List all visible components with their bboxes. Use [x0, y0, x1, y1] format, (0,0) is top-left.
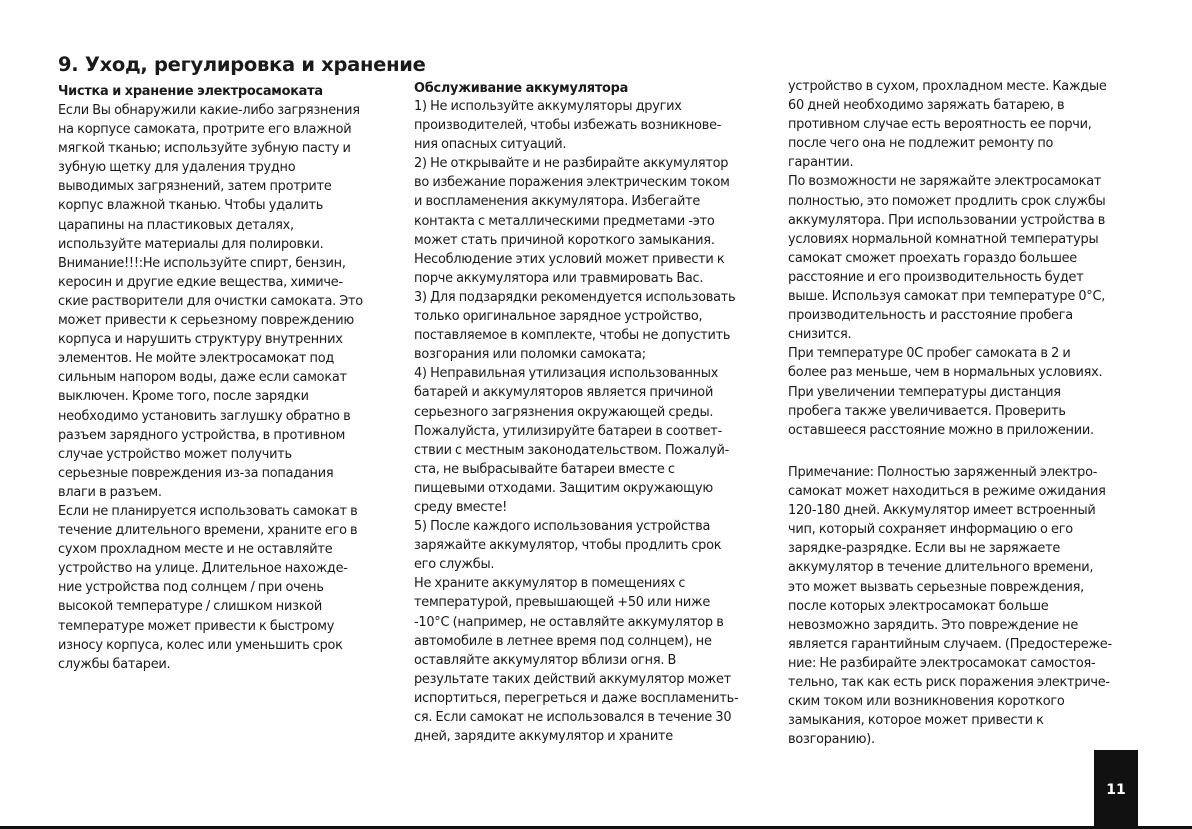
- text-line: температуре может привести к быстрому: [58, 618, 335, 634]
- text-line: дней, зарядите аккумулятор и храните: [414, 729, 673, 745]
- text-line: элементов. Не мойте электросамокат под: [58, 351, 334, 367]
- text-line: 60 дней необходимо заряжать батарею, в: [788, 98, 1065, 114]
- text-line: ским током или возникновения короткого: [788, 694, 1065, 710]
- text-line: ние устройства под солнцем / при очень: [58, 580, 324, 596]
- text-line: -10°C (например, не оставляйте аккумулятор в: [414, 614, 724, 630]
- text-line: самокат сможет проехать гораздо большее: [788, 250, 1077, 266]
- text-line: высокой температуре / слишком низкой: [58, 599, 322, 615]
- battery-text-continued: [788, 77, 1107, 440]
- text-line: устройство на улице. Длительное нахожде-: [58, 561, 348, 577]
- text-line: 120-180 дней. Аккумулятор имеет встроенный: [788, 503, 1096, 519]
- section-heading-cleaning: Чистка и хранение электросамоката: [58, 84, 323, 99]
- text-line: условиях нормальной комнатной температуры: [788, 231, 1099, 247]
- text-line: среду вместе!: [414, 499, 508, 515]
- text-line: температурой, превышающей +50 или ниже: [414, 595, 711, 611]
- text-line: оставляйте аккумулятор вблизи огня. В: [414, 652, 677, 668]
- section-heading-battery: Обслуживание аккумулятора: [414, 81, 629, 96]
- text-line: разъем зарядного устройства, в противном: [58, 427, 346, 443]
- text-line: производителей, чтобы избежать возникнове-: [414, 118, 722, 134]
- text-line: ния опасных ситуаций.: [414, 137, 567, 153]
- text-line: после чего она не подлежит ремонту по: [788, 136, 1054, 152]
- text-line: аккумулятора. При использовании устройства в: [788, 212, 1106, 228]
- text-line: мягкой тканью; используйте зубную пасту и: [58, 141, 351, 157]
- text-line: Пожалуйста, утилизируйте батареи в соответ-: [414, 423, 722, 439]
- text-line: корпуса и нарушить структуру внутренних: [58, 332, 343, 348]
- text-line: более раз меньше, чем в нормальных условиях.: [788, 365, 1103, 381]
- text-line: противном случае есть вероятность ее порчи,: [788, 117, 1092, 133]
- text-line: сухом прохладном месте и не оставляйте: [58, 542, 333, 558]
- text-line: царапины на пластиковых деталях,: [58, 217, 294, 233]
- text-line: расстояние и его производительность будет: [788, 269, 1084, 285]
- page-title: 9. Уход, регулировка и хранение: [58, 53, 426, 76]
- text-line: и воспламенения аккумулятора. Избегайте: [414, 194, 701, 210]
- text-line: замыкания, которое может привести к: [788, 713, 1044, 729]
- text-line: автомобиле в летнее время под солнцем), не: [414, 633, 712, 649]
- text-line: может стать причиной короткого замыкания.: [414, 232, 715, 248]
- text-line: заряжайте аккумулятор, чтобы продлить срок: [414, 538, 722, 554]
- text-line: ские растворители для очистки самоката. Это: [58, 293, 363, 309]
- text-line: Не храните аккумулятор в помещениях с: [414, 576, 686, 592]
- text-line: При температуре 0C пробег самоката в 2 и: [788, 346, 1071, 362]
- text-line: результате таких действий аккумулятор может: [414, 671, 731, 687]
- text-line: Внимание!!!:Не используйте спирт, бензин,: [58, 255, 346, 271]
- text-line: его службы.: [414, 557, 495, 573]
- text-line: является гарантийным случаем. (Предостереже-: [788, 636, 1112, 652]
- text-line: оставшееся расстояние можно в приложении.: [788, 422, 1094, 438]
- text-line: сильным напором воды, даже если самокат: [58, 370, 347, 386]
- text-line: на корпусе самоката, протрите его влажной: [58, 122, 352, 138]
- text-line: течение длительного времени, храните его в: [58, 523, 358, 539]
- text-line: ние: Не разбирайте электросамокат самостоя-: [788, 655, 1096, 671]
- text-line: влаги в разъем.: [58, 484, 162, 500]
- text-line: возгорания или поломки самоката;: [414, 347, 646, 363]
- text-line: после которых электросамокат больше: [788, 598, 1049, 614]
- text-line: только оригинальное зарядное устройство,: [414, 309, 703, 325]
- text-line: корпус влажной тканью. Чтобы удалить: [58, 198, 324, 214]
- text-line: может привести к серьезному повреждению: [58, 313, 354, 329]
- text-line: Несоблюдение этих условий может привести к: [414, 251, 725, 267]
- text-line: невозможно зарядить. Это повреждение не: [788, 617, 1079, 633]
- text-line: зубную щетку для удаления трудно: [58, 160, 296, 176]
- text-line: порче аккумулятора или травмировать Вас.: [414, 270, 704, 286]
- text-line: чип, который сохраняет информацию о его: [788, 522, 1073, 538]
- text-line: службы батареи.: [58, 656, 171, 672]
- text-line: контакта с металлическими предметами -это: [414, 213, 715, 229]
- text-line: используйте материалы для полировки.: [58, 236, 324, 252]
- text-line: производительность и расстояние пробега: [788, 308, 1073, 324]
- text-line: выводимых загрязнений, затем протрите: [58, 179, 332, 195]
- text-line: выше. Используя самокат при температуре 0°C,: [788, 289, 1106, 305]
- text-line: По возможности не заряжайте электросамокат: [788, 174, 1102, 190]
- text-line: зарядке-разрядке. Если вы не заряжаете: [788, 541, 1061, 557]
- text-line: тельно, так как есть риск поражения электриче-: [788, 675, 1110, 691]
- text-line: устройство в сухом, прохладном месте. Каждые: [788, 79, 1107, 94]
- text-line: случае устройство может получить: [58, 446, 292, 462]
- text-line: возгоранию).: [788, 732, 875, 748]
- text-line: батарей и аккумуляторов является причиной: [414, 385, 714, 401]
- text-line: необходимо установить заглушку обратно в: [58, 408, 351, 424]
- text-line: 1) Не используйте аккумуляторы других: [414, 99, 682, 114]
- text-line: гарантии.: [788, 155, 854, 171]
- text-line: пробега также увеличивается. Проверить: [788, 403, 1066, 419]
- text-line: 5) После каждого использования устройства: [414, 519, 711, 535]
- text-line: ствии с местным законодательством. Пожалуй-: [414, 442, 729, 458]
- text-line: это может вызвать серьезные повреждения,: [788, 579, 1085, 595]
- battery-text: [414, 97, 738, 746]
- cleaning-text: [58, 101, 363, 674]
- page-number-badge: [1094, 750, 1138, 829]
- text-line: Примечание: Полностью заряженный электро-: [788, 465, 1098, 480]
- note-text: [788, 463, 1112, 749]
- text-line: 3) Для подзарядки рекомендуется использовать: [414, 289, 736, 305]
- text-line: снизится.: [788, 327, 852, 343]
- text-line: аккумулятор в течение длительного времени,: [788, 560, 1094, 576]
- page-number: 11: [1106, 781, 1126, 798]
- text-line: полностью, это поможет продлить срок службы: [788, 193, 1106, 209]
- text-line: При увеличении температуры дистанция: [788, 384, 1061, 400]
- text-line: 4) Неправильная утилизация использованных: [414, 366, 719, 382]
- text-line: серьезные повреждения из-за попадания: [58, 465, 334, 481]
- text-line: поставляемое в комплекте, чтобы не допустить: [414, 328, 731, 344]
- text-line: Если не планируется использовать самокат в: [58, 503, 358, 519]
- text-line: испортиться, перегреться и даже воспламенить-: [414, 690, 739, 706]
- text-line: во избежание поражения электрическим током: [414, 175, 730, 191]
- text-line: керосин и другие едкие вещества, химиче-: [58, 274, 343, 290]
- text-line: пищевыми отходами. Защитим окружающую: [414, 480, 713, 496]
- text-line: самокат может находиться в режиме ожидания: [788, 484, 1106, 500]
- text-line: ста, не выбрасывайте батареи вместе с: [414, 461, 675, 477]
- text-line: 2) Не открывайте и не разбирайте аккумулятор: [414, 156, 729, 172]
- text-line: ся. Если самокат не использовался в течение 30: [414, 710, 732, 725]
- text-line: выключен. Кроме того, после зарядки: [58, 389, 309, 405]
- text-line: серьезного загрязнения окружающей среды.: [414, 404, 714, 420]
- text-line: Если Вы обнаружили какие-либо загрязнения: [58, 103, 360, 118]
- text-line: износу корпуса, колес или уменьшить срок: [58, 637, 343, 653]
